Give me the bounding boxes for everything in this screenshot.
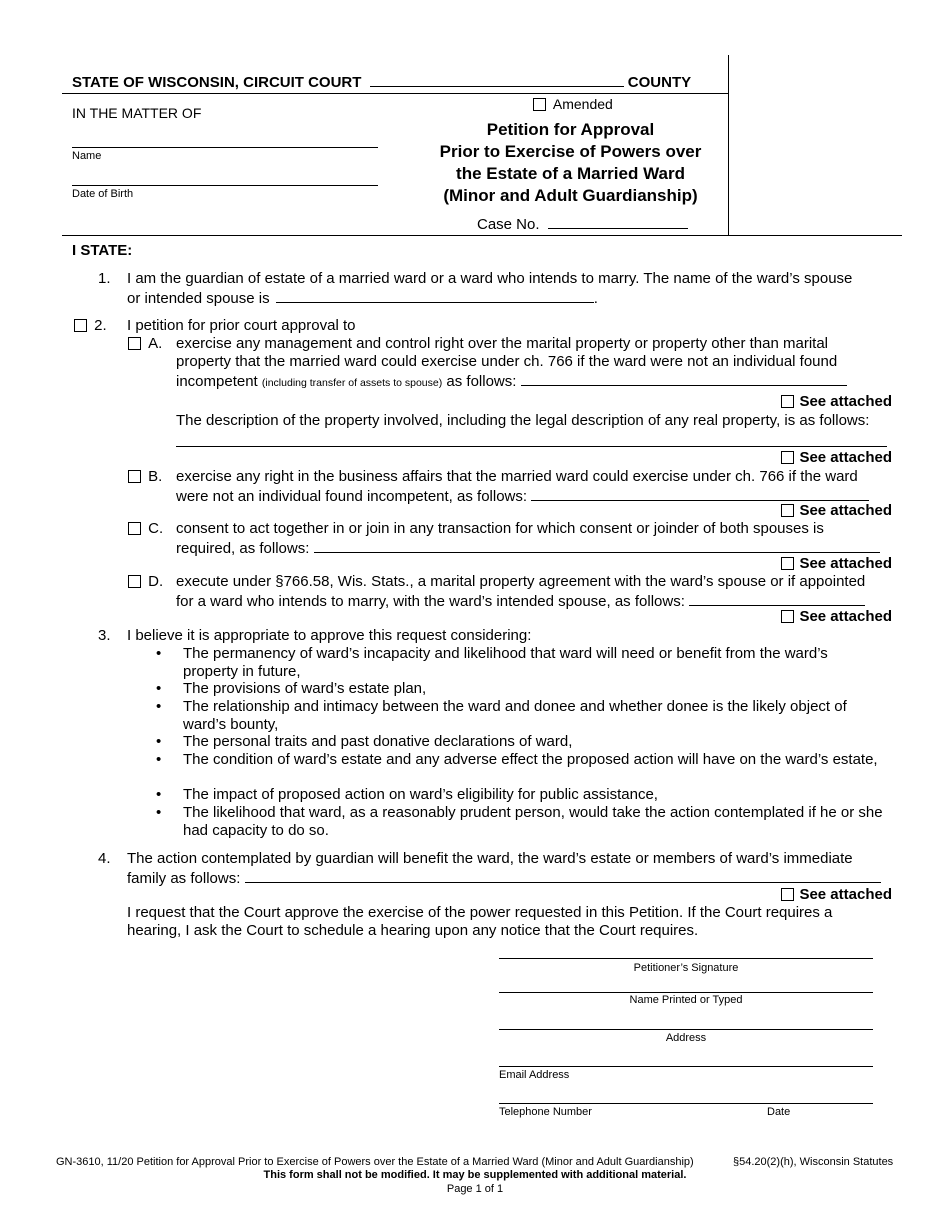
option-c-letter: C. xyxy=(148,520,164,537)
bullet-item-7: The likelihood that ward, as a reasonably prudent person, would take the action contemplated if he or she had capacity to do so. xyxy=(183,804,883,839)
see-attached-c[interactable] xyxy=(781,555,892,572)
bullet-item-2: The provisions of ward’s estate plan, xyxy=(183,680,427,697)
option-b-line-2-text: were not an individual found incompetent, as follows: xyxy=(176,488,528,505)
item-1-line-2 xyxy=(127,288,897,308)
bullet-item-5: The condition of ward’s estate and any adverse effect the proposed action will have on the ward’s estate, xyxy=(183,751,878,768)
option-a-line-3b: (including transfer of assets to spouse) xyxy=(261,377,443,389)
item-1-text xyxy=(127,270,897,308)
case-number xyxy=(477,214,688,233)
court-label: STATE OF WISCONSIN, CIRCUIT COURT xyxy=(72,74,362,91)
bullet-item-3: The relationship and intimacy between the ward and donee and whether donee is the likely object of ward’s bounty, xyxy=(183,698,847,733)
amended-label: Amended xyxy=(552,96,613,112)
see-attached-b[interactable] xyxy=(781,502,892,519)
spouse-name-input[interactable] xyxy=(276,288,594,303)
petitioner-signature-line[interactable] xyxy=(499,958,873,959)
option-a-line-3a: incompetent xyxy=(176,373,258,390)
i-state-heading: I STATE: xyxy=(72,242,133,259)
item-3-intro: I believe it is appropriate to approve this request considering: xyxy=(127,627,532,644)
see-attached-a1[interactable] xyxy=(781,393,892,410)
bullet-marker: • xyxy=(156,680,162,697)
option-c-line-1: consent to act together in or join in any transaction for which consent or joinder of both spouses is xyxy=(176,520,824,537)
option-a-description: The description of the property involved, including the legal description of any real property, is as follows: xyxy=(176,412,870,429)
see-attached-a1-label: See attached xyxy=(799,393,892,410)
option-c-input[interactable] xyxy=(314,538,880,553)
see-attached-b-checkbox[interactable] xyxy=(781,504,794,517)
email-label: Email Address xyxy=(499,1069,570,1081)
footer-form-id: GN-3610, 11/20 Petition for Approval Prior to Exercise of Powers over the Estate of a Married Ward (Minor and Adult Guardianship) xyxy=(56,1156,694,1168)
name-label: Name xyxy=(72,150,102,162)
item-2-intro: I petition for prior court approval to xyxy=(127,317,356,334)
case-no-input[interactable] xyxy=(548,214,688,229)
see-attached-d[interactable] xyxy=(781,608,892,625)
bullet-marker: • xyxy=(156,733,162,750)
see-attached-d-label: See attached xyxy=(799,608,892,625)
bullet-marker: • xyxy=(156,786,162,803)
option-a-line-1: exercise any management and control right over the marital property or property other than marital xyxy=(176,335,828,352)
county-label: COUNTY xyxy=(627,74,692,91)
option-a-line-3 xyxy=(176,371,896,392)
title-line-2: Prior to Exercise of Powers over xyxy=(439,142,702,161)
option-d-line-1: execute under §766.58, Wis. Stats., a marital property agreement with the ward’s spouse or if appointed xyxy=(176,573,866,590)
header-bottom-rule xyxy=(62,235,902,236)
item-4-line-2 xyxy=(127,868,897,888)
see-attached-4[interactable] xyxy=(781,886,892,903)
item-4-line-2-text: family as follows: xyxy=(127,870,241,887)
option-c[interactable] xyxy=(128,520,163,537)
bullet-marker: • xyxy=(156,751,162,768)
bullet-marker: • xyxy=(156,698,162,715)
item-1-line-2-text: or intended spouse is xyxy=(127,290,270,307)
address-label: Address xyxy=(665,1032,707,1044)
option-d-letter: D. xyxy=(148,573,164,590)
option-a[interactable] xyxy=(128,335,162,352)
bullet-marker: • xyxy=(156,645,162,662)
option-b-line-1: exercise any right in the business affairs that the married ward could exercise under ch. 766 if the ward xyxy=(176,468,858,485)
date-label: Date xyxy=(767,1106,791,1118)
option-d-checkbox[interactable] xyxy=(128,575,141,588)
name-printed-label: Name Printed or Typed xyxy=(629,994,743,1006)
option-a-line-2: property that the married ward could exercise under ch. 766 if the ward were not an individual found xyxy=(176,353,838,370)
item-2-checkbox[interactable] xyxy=(74,319,87,332)
option-a-input[interactable] xyxy=(521,371,847,386)
see-attached-a1-checkbox[interactable] xyxy=(781,395,794,408)
option-d-line-2-text: for a ward who intends to marry, with the ward’s intended spouse, as follows: xyxy=(176,593,685,610)
address-line[interactable] xyxy=(499,1029,873,1030)
option-b-text xyxy=(176,468,896,506)
option-a-description-input[interactable] xyxy=(176,446,887,447)
dob-label: Date of Birth xyxy=(72,188,134,200)
option-c-checkbox[interactable] xyxy=(128,522,141,535)
title-line-1: Petition for Approval xyxy=(486,120,655,139)
see-attached-a2-checkbox[interactable] xyxy=(781,451,794,464)
option-a-letter: A. xyxy=(148,335,163,352)
dob-input-line[interactable] xyxy=(72,185,378,186)
see-attached-4-label: See attached xyxy=(799,886,892,903)
option-d-text xyxy=(176,573,896,611)
see-attached-b-label: See attached xyxy=(799,502,892,519)
item-2-number: 2. xyxy=(94,317,107,334)
footer-notice: This form shall not be modified. It may be supplemented with additional material. xyxy=(263,1169,687,1181)
item-4-line-1: The action contemplated by guardian will benefit the ward, the ward’s estate or members of ward’s immediate xyxy=(127,850,853,867)
amended-option[interactable] xyxy=(533,96,613,112)
form-title xyxy=(414,119,727,207)
item-1-period: . xyxy=(593,290,598,307)
request-paragraph: I request that the Court approve the exercise of the power requested in this Petition. If the Court requires a hearing, I ask the Court to schedule a hearing upon any notice that the Court requires. xyxy=(127,904,833,939)
footer-page: Page 1 of 1 xyxy=(446,1183,504,1195)
option-c-line-2-text: required, as follows: xyxy=(176,540,310,557)
amended-checkbox[interactable] xyxy=(533,98,546,111)
title-line-4: (Minor and Adult Guardianship) xyxy=(443,186,698,205)
see-attached-c-checkbox[interactable] xyxy=(781,557,794,570)
item-4-text xyxy=(127,850,897,888)
case-no-label: Case No. xyxy=(477,216,540,233)
county-input[interactable] xyxy=(370,72,624,87)
option-b-input[interactable] xyxy=(531,486,869,501)
see-attached-c-label: See attached xyxy=(799,555,892,572)
email-line[interactable] xyxy=(499,1066,873,1067)
option-a-text xyxy=(176,335,896,392)
title-line-3: the Estate of a Married Ward xyxy=(456,164,685,183)
bullet-item-1: The permanency of ward’s incapacity and likelihood that ward will need or benefit from the ward’s property in future, xyxy=(183,645,828,680)
option-b[interactable] xyxy=(128,468,162,485)
option-a-line-3c: as follows: xyxy=(446,373,517,390)
bullet-item-6: The impact of proposed action on ward’s eligibility for public assistance, xyxy=(183,786,658,803)
header-vertical-rule xyxy=(728,55,729,236)
petitioner-signature-label: Petitioner’s Signature xyxy=(633,962,739,974)
header-rule xyxy=(62,93,728,94)
item-4-number: 4. xyxy=(98,850,111,867)
option-d-input[interactable] xyxy=(689,591,865,606)
name-input-line[interactable] xyxy=(72,147,378,148)
item-4-input[interactable] xyxy=(245,868,881,883)
see-attached-d-checkbox[interactable] xyxy=(781,610,794,623)
in-matter-of-label: IN THE MATTER OF xyxy=(72,105,202,121)
see-attached-a2-label: See attached xyxy=(799,449,892,466)
option-c-text xyxy=(176,520,896,558)
option-a-checkbox[interactable] xyxy=(128,337,141,350)
item-2-checkbox-wrap[interactable] xyxy=(74,317,107,334)
bullet-item-4: The personal traits and past donative declarations of ward, xyxy=(183,733,573,750)
see-attached-a2[interactable] xyxy=(781,449,892,466)
see-attached-4-checkbox[interactable] xyxy=(781,888,794,901)
option-b-letter: B. xyxy=(148,468,163,485)
option-d[interactable] xyxy=(128,573,163,590)
item-3-number: 3. xyxy=(98,627,111,644)
telephone-label: Telephone Number xyxy=(499,1106,592,1118)
item-1-number: 1. xyxy=(98,270,111,287)
telephone-date-line[interactable] xyxy=(499,1103,873,1104)
option-b-checkbox[interactable] xyxy=(128,470,141,483)
item-1-line-1: I am the guardian of estate of a married ward or a ward who intends to marry. The name of the ward’s spouse xyxy=(127,270,853,287)
court-heading xyxy=(72,72,691,91)
bullet-marker: • xyxy=(156,804,162,821)
name-printed-line[interactable] xyxy=(499,992,873,993)
footer-statute: §54.20(2)(h), Wisconsin Statutes xyxy=(733,1156,894,1168)
